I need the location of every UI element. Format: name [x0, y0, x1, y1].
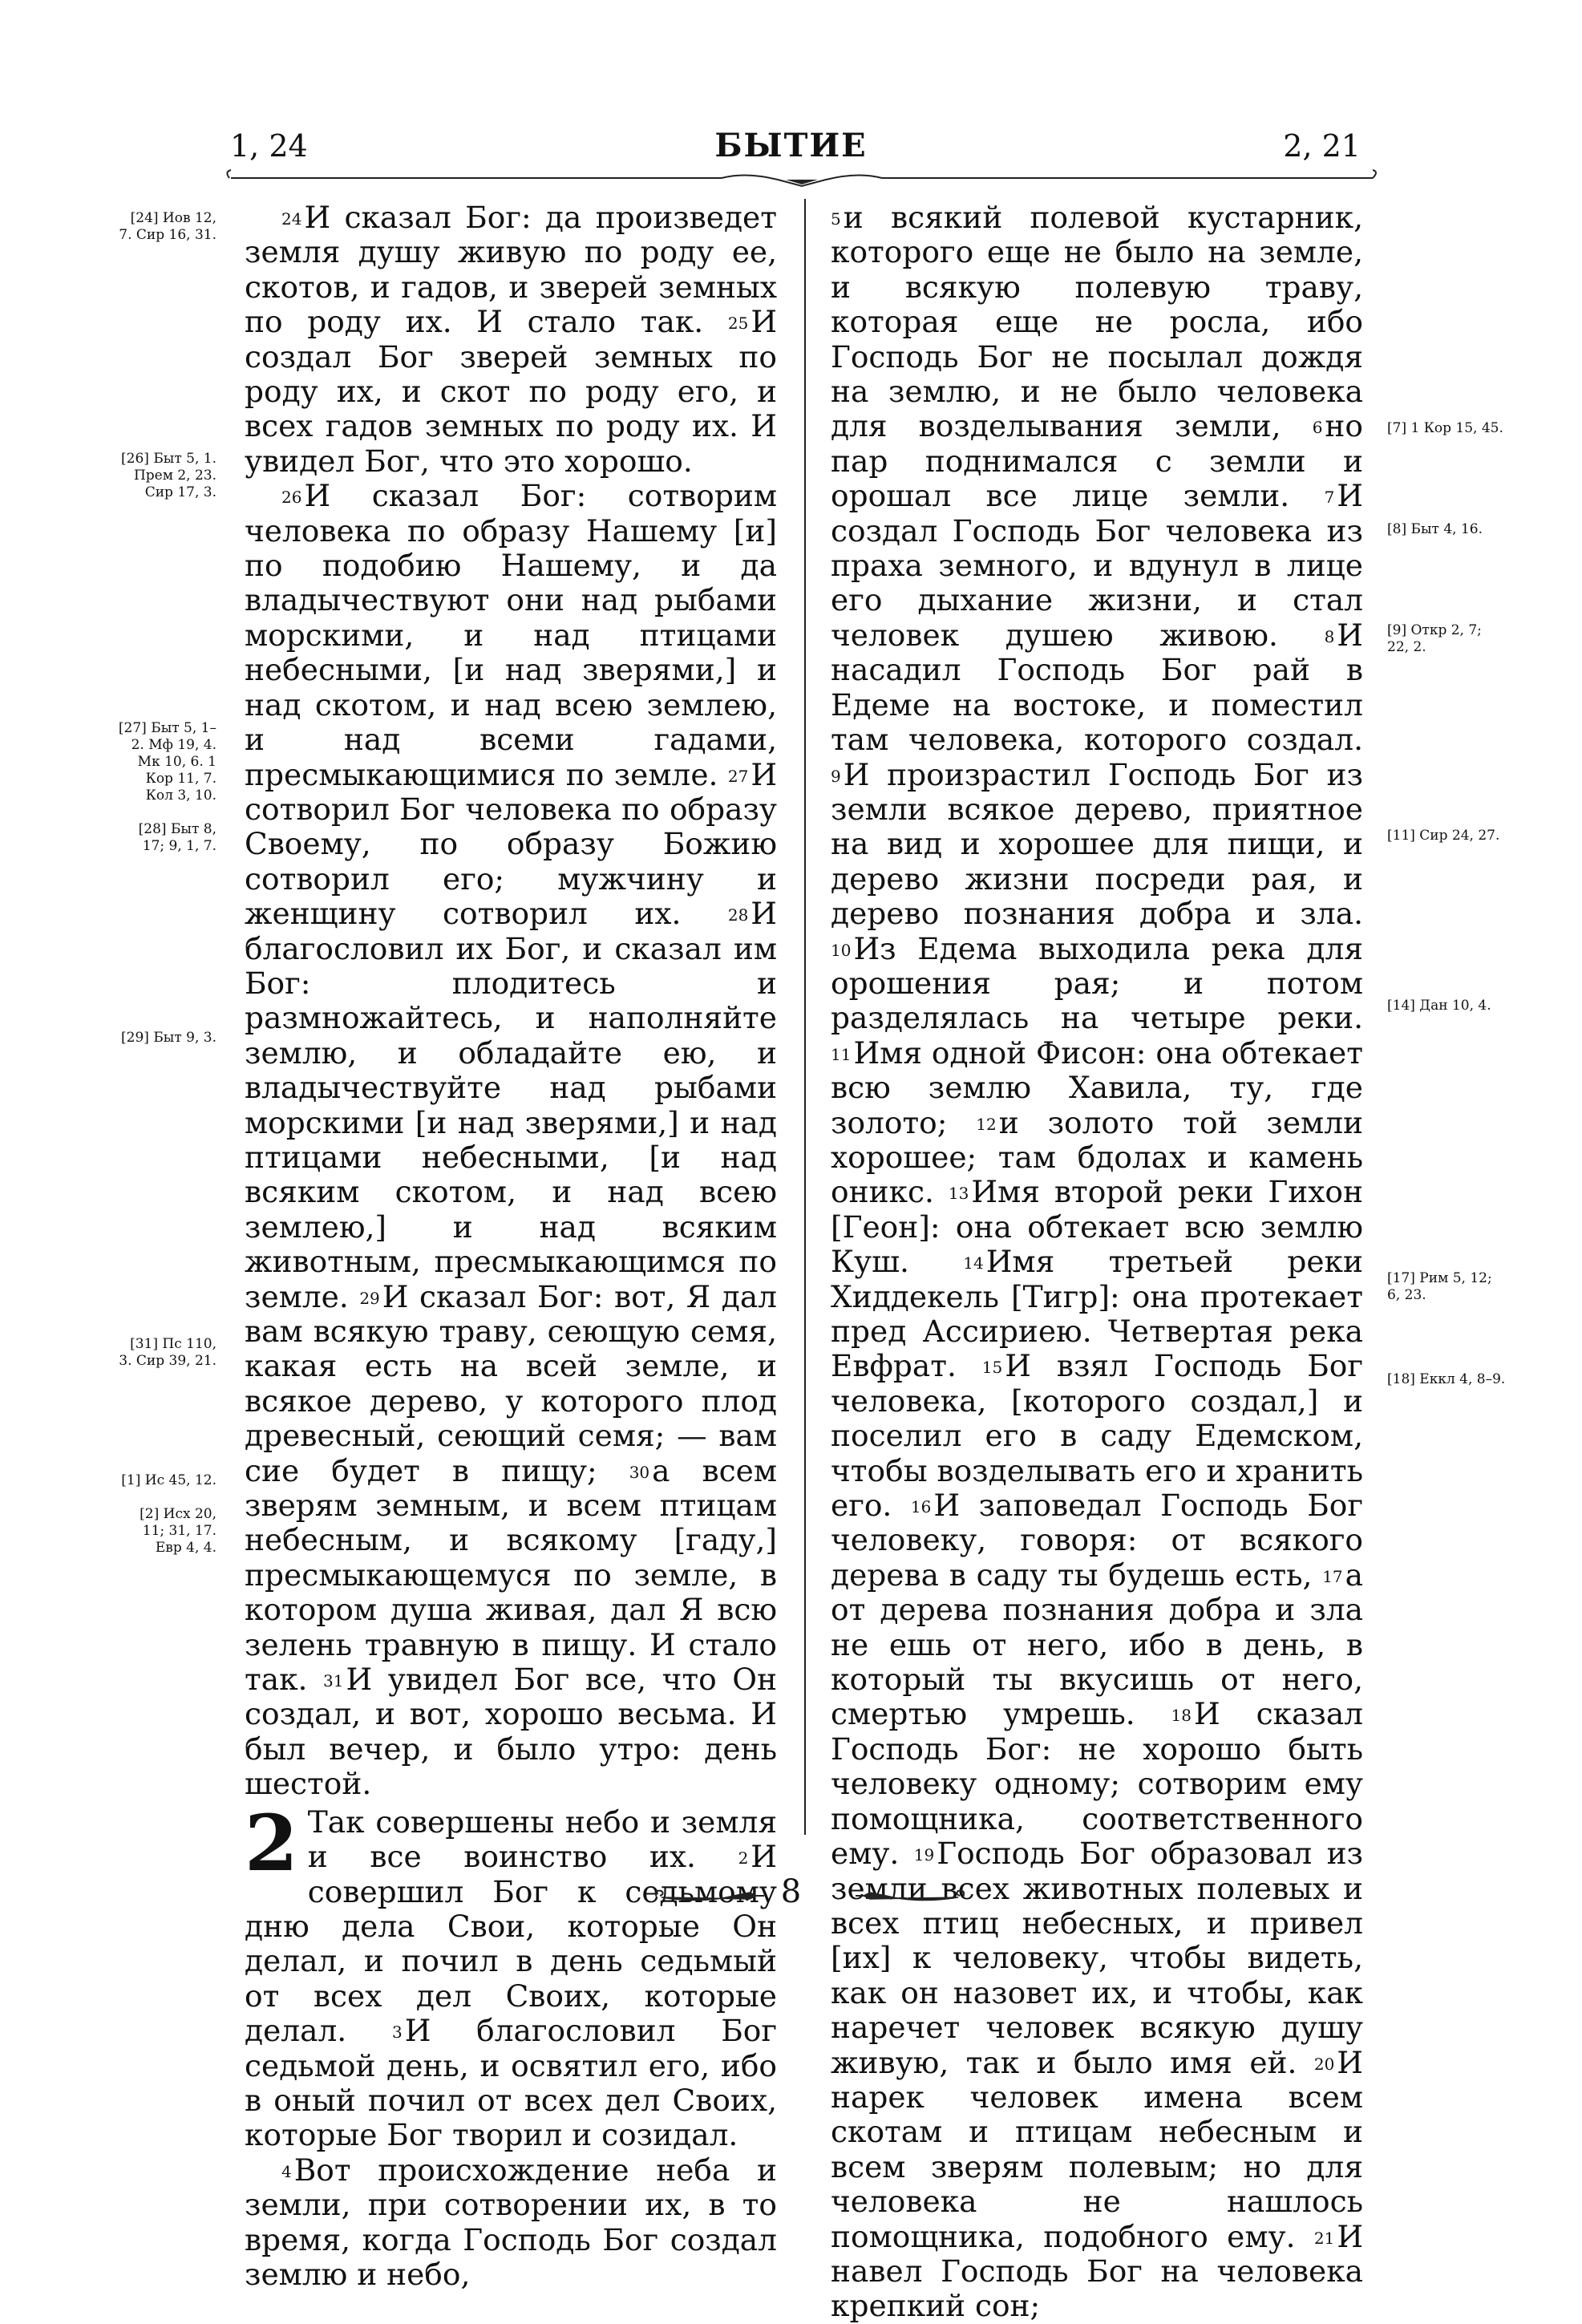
verse-text: И взял Господь Бог человека, [которого создал,] и поселил его в саду Едемском, чтобы возделывать его и хранить его. — [831, 1348, 1364, 1524]
xref-2-1: [1] Ис 45, 12. — [121, 1472, 216, 1488]
verse-text: а всем зверям земным, и всем птицам небесным, и всякому [гаду,] пресмыкающемуся по земле, в котором душа живая, дал Я всю зелень травную в пищу. И стало так. — [245, 1452, 778, 1698]
page-number: 8 — [780, 1873, 802, 1910]
chapter-dropcap: 2 — [245, 1797, 298, 1889]
xref-17: [17] Рим 5, 12; 6, 23. — [1387, 1270, 1492, 1303]
xref-14: [14] Дан 10, 4. — [1387, 998, 1491, 1014]
verse-number: 24 — [281, 209, 302, 229]
verse-text: Господь Бог образовал из земли всех животных полевых и всех птиц небесных, и привел [их] к человеку, чтобы видеть, как он назовет их, и чтобы, как наречет человек всякую душу живую, так и было имя ей. — [831, 1836, 1364, 2080]
xref-8: [8] Быт 4, 16. — [1387, 521, 1483, 537]
xref-9: [9] Откр 2, 7; 22, 2. — [1387, 622, 1482, 655]
verse-number: 26 — [281, 488, 302, 508]
right-column — [831, 200, 1363, 2324]
footer-ornament-right — [854, 1886, 966, 1905]
verse-number: 29 — [359, 1288, 380, 1308]
verse-text: Вот происхождение неба и земли, при сотворении их, в то время, когда Господь Бог создал землю и небо, — [245, 2152, 777, 2292]
header-left-ref: 1, 24 — [230, 128, 308, 164]
verse-text: И сказал Бог: вот, Я дал вам всякую траву, сеющую семя, какая есть на всей земле, и всякое дерево, у которого плод древесный, сеющий семя; — вам сие будет в пищу; — [245, 1278, 778, 1488]
paragraph: $^4$Вот происхождение неба и земли, при сотворении их, в то время, когда Господь Бог создал землю и небо, — [245, 2152, 777, 2292]
verse-text: И насадил Господь Бог рай в Едеме на востоке, и поместил там человека, которого создал. — [831, 617, 1363, 758]
verse-text: И нарек человек имена всем скотам и птицам небесным и всем зверям полевым; но для человека не нашлось помощника, подобного ему. — [831, 2044, 1363, 2254]
paragraph: $^5$и всякий полевой кустарник, которого еще не было на земле, и всякую полевую траву, которая еще не росла, ибо Господь Бог не посылал дождя на землю, и не было человека для возделывания земли, $^6$но пар поднимался с земли и орошал все лице земли. $^7$И создал Господь Бог человека из праха земного, и вдунул в лице его дыхание жизни, и стал человек душею живою. $^8$И насадил Господь Бог рай в Едеме на востоке, и поместил там человека, которого создал. $^9$И произрастил Господь Бог из земли всякое дерево, приятное на вид и хорошее для пищи, и дерево жизни посреди рая, и дерево познания добра и зла. $^{10}$Из Едема выходила река для орошения рая; и потом разделялась на четыре реки. $^{11}$Имя одной Фисон: она обтекает всю землю Хавила, ту, где золото; $^{12}$и золото той земли хорошее; там бдолах и камень оникс. $^{13}$Имя второй реки Гихон [Геон]: она обтекает всю землю Куш. $^{14}$Имя третьей реки Хиддекель [Тигр]: она протекает пред Ассириею. Четвертая река Евфрат. $^{15}$И взял Господь Бог человека, [которого создал,] и поселил его в саду Едемском, чтобы возделывать его и хранить его. $^{16}$И заповедал Господь Бог человеку, говоря: от всякого дерева в саду ты будешь есть, $^{17}$а от дерева познания добра и зла не ешь от него, ибо в день, в который ты вкусишь от него, смертью умрешь. $^{18}$И сказал Господь Бог: не хорошо быть человеку одному; сотворим ему помощника, соответственного ему. $^{19}$Господь Бог образовал из земли всех животных полевых и всех птиц небесных, и привел [их] к человеку, чтобы видеть, как он назовет их, и чтобы, как наречет человек всякую душу живую, так и было имя ей. $^{20}$И нарек человек имена всем скотам и птицам небесным и всем зверям полевым; но для человека не нашлось помощника, подобного ему. $^{21}$И навел Господь Бог на человека крепкий сон; — [831, 200, 1364, 2324]
verse-text: И произрастил Господь Бог из земли всякое дерево, приятное на вид и хорошее для пищи, и дерево жизни посреди рая, и дерево познания добра и зла. — [831, 756, 1363, 932]
verse-text: и всякий полевой кустарник, которого еще не было на земле, и всякую полевую траву, которая еще не росла, ибо Господь Бог не посылал дождя на землю, и не было человека для возделывания земли, — [831, 200, 1363, 444]
verse-text: И создал Бог зверей земных по роду их, и скот по роду его, и всех гадов земных по роду их. И увидел Бог, что это хорошо. — [245, 304, 778, 479]
verse-text: И сотворил Бог человека по образу Своему, по образу Божию сотворил его; мужчину и женщину сотворил их. — [245, 756, 778, 932]
verse-text: и золото той земли хорошее; там бдолах и камень оникс. — [831, 1104, 1364, 1210]
verse-text: И навел Господь Бог на человека крепкий сон; — [831, 2218, 1364, 2324]
verse-text: а от дерева познания добра и зла не ешь от него, ибо в день, в который ты вкусишь от него, смертью умрешь. — [831, 1557, 1364, 1732]
verse-text: но пар поднимался с земли и орошал все лице земли. — [831, 408, 1363, 514]
verse-text: И увидел Бог все, что Он создал, и вот, хорошо весьма. И был вечер, и было утро: день шестой. — [245, 1662, 777, 1802]
verse-text: И заповедал Господь Бог человеку, говоря: от всякого дерева в саду ты будешь есть, — [831, 1488, 1364, 1593]
verse-number: 27 — [727, 766, 749, 786]
xref-24: [24] Иов 12, 7. Сир 16, 31. — [119, 210, 216, 243]
column-divider — [804, 199, 806, 1835]
verse-text: Так совершены небо и земля и все воинство их. — [307, 1804, 777, 1875]
xref-2-2: [2] Исх 20, 11; 31, 17. Евр 4, 4. — [140, 1506, 216, 1556]
page-title: БЫТИЕ — [714, 127, 868, 164]
xref-29: [29] Быт 9, 3. — [121, 1030, 216, 1046]
verse-text: Имя третьей реки Хиддекель [Тигр]: она протекает пред Ассириею. Четвертая река Евфрат. — [831, 1244, 1363, 1384]
verse-text: И благословил их Бог, и сказал им Бог: плодитесь и размножайтесь, и наполняйте землю, и обладайте ею, и владычествуйте над рыбами морскими [и над зверями,] и над птицами небесными, [и над всяким скотом, и над всею землею,] и над всяким животным, пресмыкающимся по земле. — [245, 896, 777, 1314]
xref-31: [31] Пс 110, 3. Сир 39, 21. — [119, 1336, 216, 1369]
left-column — [245, 200, 777, 2292]
verse-number: 30 — [629, 1462, 650, 1482]
verse-text: И сказал Бог: да произведет земля душу живую по роду ее, скотов, и гадов, и зверей земных по роду их. И стало так. — [245, 200, 777, 340]
verse-text: И совершил Бог к седьмому дню дела Свои, которые Он делал, и почил в день седьмый от всех дел Своих, которые делал. — [245, 1839, 777, 2049]
xref-18: [18] Еккл 4, 8–9. — [1387, 1371, 1506, 1387]
verse-text: И сказал Бог: сотворим человека по образу Нашему [и] по подобию Нашему, и да владычествуют они над рыбами морскими, и над птицами небесными, [и над зверями,] и над скотом, и над всею землею, и над всеми гадами, пресмыкающимися по земле. — [245, 478, 777, 792]
xref-7: [7] 1 Кор 15, 45. — [1387, 420, 1503, 436]
paragraph — [245, 200, 777, 479]
paragraph — [245, 479, 777, 1801]
xref-28: [28] Быт 8, 17; 9, 1, 7. — [138, 821, 216, 854]
verse-number: 25 — [727, 314, 749, 334]
verse-number: 31 — [323, 1671, 344, 1691]
verse-text: Имя одной Фисон: она обтекает всю землю Хавила, ту, где золото; — [831, 1034, 1363, 1140]
verse-text: Из Едема выходила река для орошения рая; и потом разделялась на четыре реки. — [831, 930, 1363, 1036]
verse-text: И создал Господь Бог человека из праха земного, и вдунул в лице его дыхание жизни, и стал человек душею живою. — [831, 478, 1363, 653]
verse-text: И сказал Господь Бог: не хорошо быть человеку одному; сотворим ему помощника, соответственного ему. — [831, 1696, 1363, 1872]
xref-26: [26] Быт 5, 1. Прем 2, 23. Сир 17, 3. — [121, 451, 216, 500]
header-ornament — [225, 168, 1379, 188]
xref-27: [27] Быт 5, 1–2. Мф 19, 4. Мк 10, 6. 1 Кор 11, 7. Кол 3, 10. — [118, 720, 216, 804]
header-right-ref: 2, 21 — [1283, 128, 1361, 164]
xref-11: [11] Сир 24, 27. — [1387, 828, 1500, 844]
verse-number: 28 — [727, 905, 749, 925]
verse-text: И благословил Бог седьмой день, и освятил его, ибо в оный почил от всех дел Своих, которые Бог творил и созидал. — [245, 2013, 777, 2153]
chapter-2-start: 2 Так совершены небо и земля и все воинство их. $^2$И совершил Бог к седьмому дню дела Свои, которые Он делал, и почил в день седьмый от всех дел Своих, которые делал. $^3$И благословил Бог седьмой день, и освятил его, ибо в оный почил от всех дел Своих, которые Бог творил и созидал. — [245, 1797, 777, 2153]
verse-text: Имя второй реки Гихон [Геон]: она обтекает всю землю Куш. — [831, 1174, 1363, 1280]
